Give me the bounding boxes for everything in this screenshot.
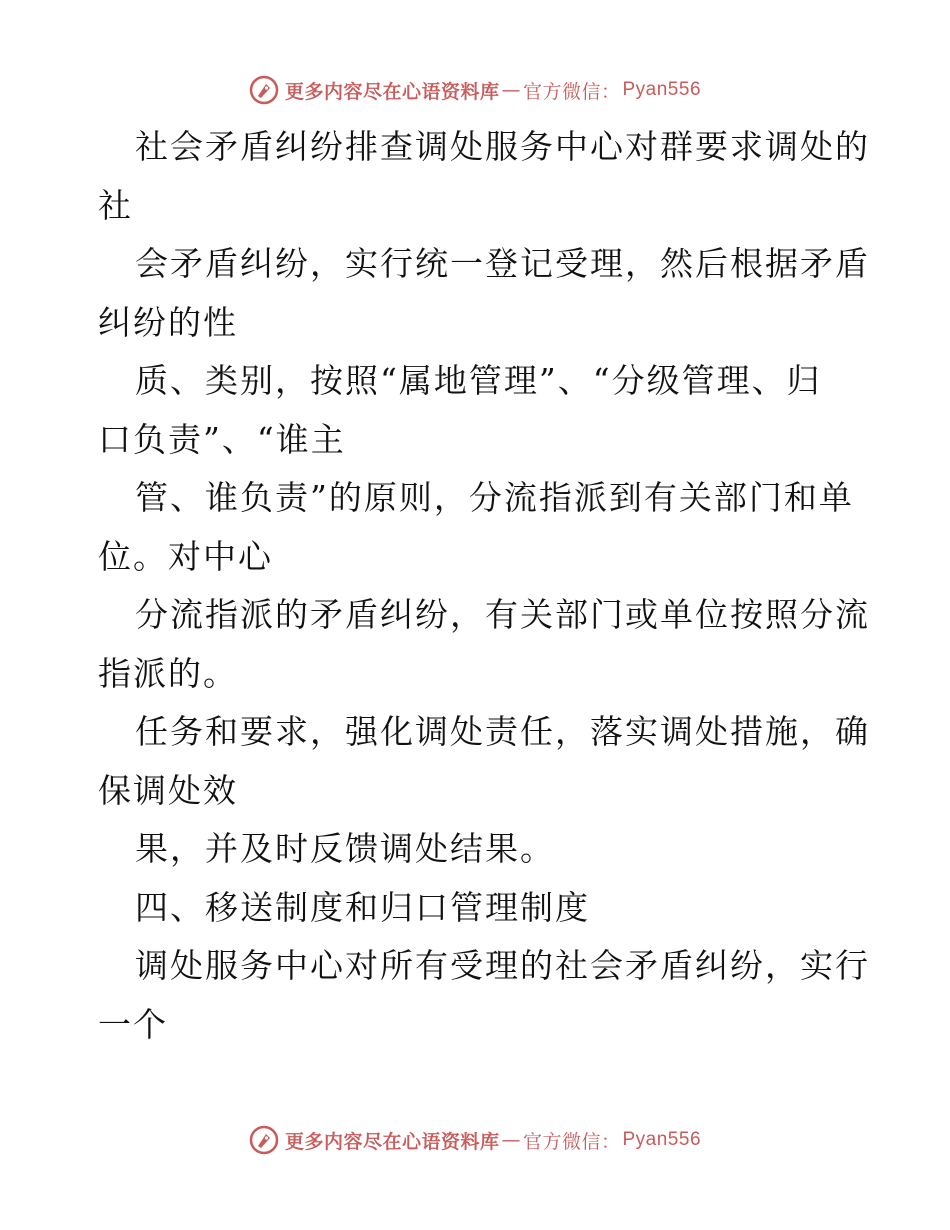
text-line: 保调处效 <box>98 770 238 810</box>
text-line: 任务和要求，强化调处责任，落实调处措施，确 <box>135 712 870 751</box>
pen-nib-icon <box>249 75 279 105</box>
watermark-dash: — <box>501 79 521 101</box>
document-body <box>98 118 870 1054</box>
watermark-label: 官方微信： <box>522 80 621 103</box>
text-line: 口负责”、“谁主 <box>98 419 346 459</box>
text-line: 社会矛盾纠纷排查调处服务中心对群要求调处的 <box>135 127 870 166</box>
text-line: 会矛盾纠纷，实行统一登记受理，然后根据矛盾 <box>135 244 870 283</box>
watermark-wechat-id: Pyan556 <box>622 79 702 100</box>
text-line: 纠纷的性 <box>98 302 238 342</box>
watermark-brand: 更多内容尽在心语资料库 <box>284 80 500 103</box>
text-line: 社 <box>98 185 133 225</box>
text-line: 调处服务中心对所有受理的社会矛盾纠纷，实行 <box>135 946 870 985</box>
text-line: 位。对中心 <box>98 536 273 576</box>
watermark-brand: 更多内容尽在心语资料库 <box>284 1130 500 1153</box>
text-line: 分流指派的矛盾纠纷，有关部门或单位按照分流 <box>135 595 870 634</box>
text-line: 一个 <box>98 1004 168 1044</box>
pen-nib-icon <box>249 1125 279 1155</box>
watermark-wechat-id: Pyan556 <box>622 1129 702 1150</box>
watermark-label: 官方微信： <box>522 1130 621 1153</box>
footer-watermark <box>0 1120 950 1160</box>
text-line: 果，并及时反馈调处结果。 <box>135 829 555 868</box>
watermark-dash: — <box>501 1129 521 1151</box>
header-watermark <box>0 70 950 110</box>
text-line: 指派的。 <box>98 653 238 693</box>
text-line: 质、类别，按照“属地管理”、“分级管理、归 <box>135 361 822 400</box>
text-line: 管、谁负责”的原则，分流指派到有关部门和单 <box>135 478 854 517</box>
text-line: 四、移送制度和归口管理制度 <box>135 887 590 927</box>
